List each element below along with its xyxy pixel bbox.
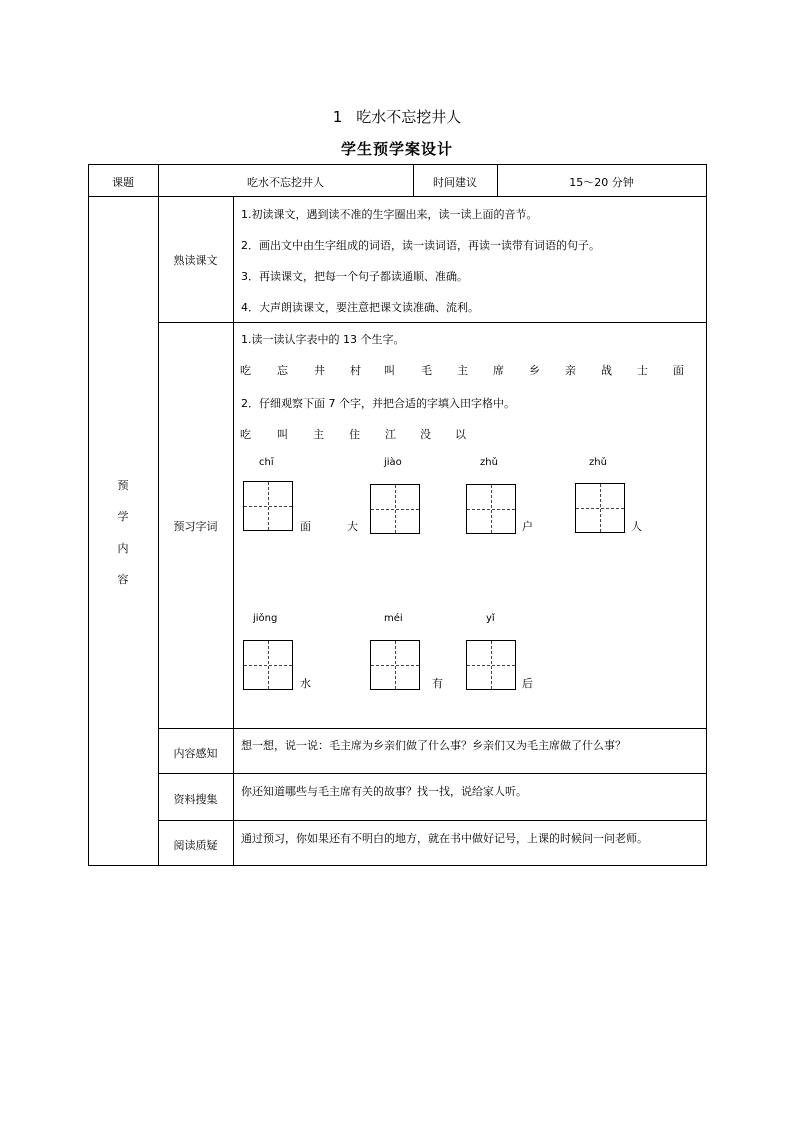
recognize-char: 席: [493, 364, 504, 377]
pinyin-label: zhǔ: [480, 457, 498, 468]
lesson-title-text: 吃水不忘挖井人: [356, 108, 462, 126]
tianzige-box[interactable]: [370, 640, 420, 690]
recognize-char: 村: [350, 364, 361, 377]
read-text-item: 1.初读课文，遇到读不准的生字圈出来，读一读上面的音节。: [241, 208, 538, 221]
read-text-item: 4．大声朗读课文，要注意把课文读准确、流利。: [241, 301, 479, 314]
section-label-char: 学: [117, 510, 129, 523]
document-subtitle: 学生预学案设计: [340, 140, 453, 158]
write-char: 吃: [240, 428, 251, 441]
tianzige-box[interactable]: [575, 483, 625, 533]
box-suffix: 户: [522, 520, 533, 533]
task2-instruction: 2．仔细观察下面 7 个字，并把合适的字填入田字格中。: [241, 397, 515, 410]
tianzige-box[interactable]: [466, 640, 516, 690]
lesson-number: 1: [332, 108, 343, 126]
recognize-char: 面: [673, 364, 684, 377]
box-suffix: 人: [631, 520, 642, 533]
recognize-char: 忘: [277, 364, 288, 377]
box-suffix: 后: [522, 677, 533, 690]
write-char: 没: [420, 428, 431, 441]
write-char: 以: [455, 428, 466, 441]
box-suffix: 有: [432, 677, 443, 690]
section-label-char: 容: [117, 573, 129, 586]
recognize-char: 吃: [240, 364, 251, 377]
task1-instruction: 1.读一读认字表中的 13 个生字。: [241, 333, 405, 346]
pinyin-label: jiǒng: [253, 613, 278, 624]
section-label-char: 预: [117, 479, 129, 492]
pinyin-label: jiào: [384, 457, 402, 468]
materials-label: 资料搜集: [173, 793, 218, 806]
topic-value: 吃水不忘挖井人: [247, 176, 324, 189]
write-char: 住: [349, 428, 360, 441]
pinyin-label: yǐ: [486, 613, 495, 624]
tianzige-box[interactable]: [243, 481, 293, 531]
write-char: 江: [385, 428, 396, 441]
recognize-char: 士: [637, 364, 648, 377]
pinyin-label: zhǔ: [589, 457, 607, 468]
box-suffix: 面: [300, 520, 311, 533]
recognize-char: 井: [314, 364, 325, 377]
write-char: 叫: [277, 428, 288, 441]
content-feel-label: 内容感知: [173, 747, 218, 760]
recognize-char: 毛: [421, 364, 432, 377]
preview-words-label: 预习字词: [173, 520, 218, 533]
box-suffix: 水: [300, 677, 311, 690]
read-text-item: 3．再读课文，把每一个句子都读通顺、准确。: [241, 270, 468, 283]
recognize-char: 亲: [565, 364, 576, 377]
content-feel-text: 想一想，说一说：毛主席为乡亲们做了什么事？乡亲们又为毛主席做了什么事？: [241, 739, 626, 752]
questions-text: 通过预习，你如果还有不明白的地方，就在书中做好记号，上课的时候问一问老师。: [241, 832, 648, 845]
time-value: 15～20 分钟: [569, 176, 634, 189]
time-label: 时间建议: [433, 176, 477, 189]
tianzige-box[interactable]: [466, 484, 516, 534]
section-label-char: 内: [117, 542, 129, 555]
materials-text: 你还知道哪些与毛主席有关的故事？找一找，说给家人听。: [241, 785, 527, 798]
recognize-char: 战: [601, 364, 612, 377]
pinyin-label: chī: [259, 457, 274, 468]
recognize-char: 乡: [529, 364, 540, 377]
tianzige-box[interactable]: [370, 484, 420, 534]
tianzige-box[interactable]: [243, 640, 293, 690]
box-prefix: 大: [347, 520, 358, 533]
topic-label: 课题: [112, 176, 134, 189]
read-text-item: 2．画出文中由生字组成的词语，读一读词语，再读一读带有词语的句子。: [241, 239, 600, 252]
questions-label: 阅读质疑: [173, 839, 218, 852]
write-char: 主: [313, 428, 324, 441]
pinyin-label: méi: [384, 613, 403, 624]
read-text-label: 熟读课文: [173, 254, 218, 267]
lesson-title: [0, 106, 794, 127]
recognize-char: 主: [457, 364, 468, 377]
recognize-char: 叫: [384, 364, 395, 377]
